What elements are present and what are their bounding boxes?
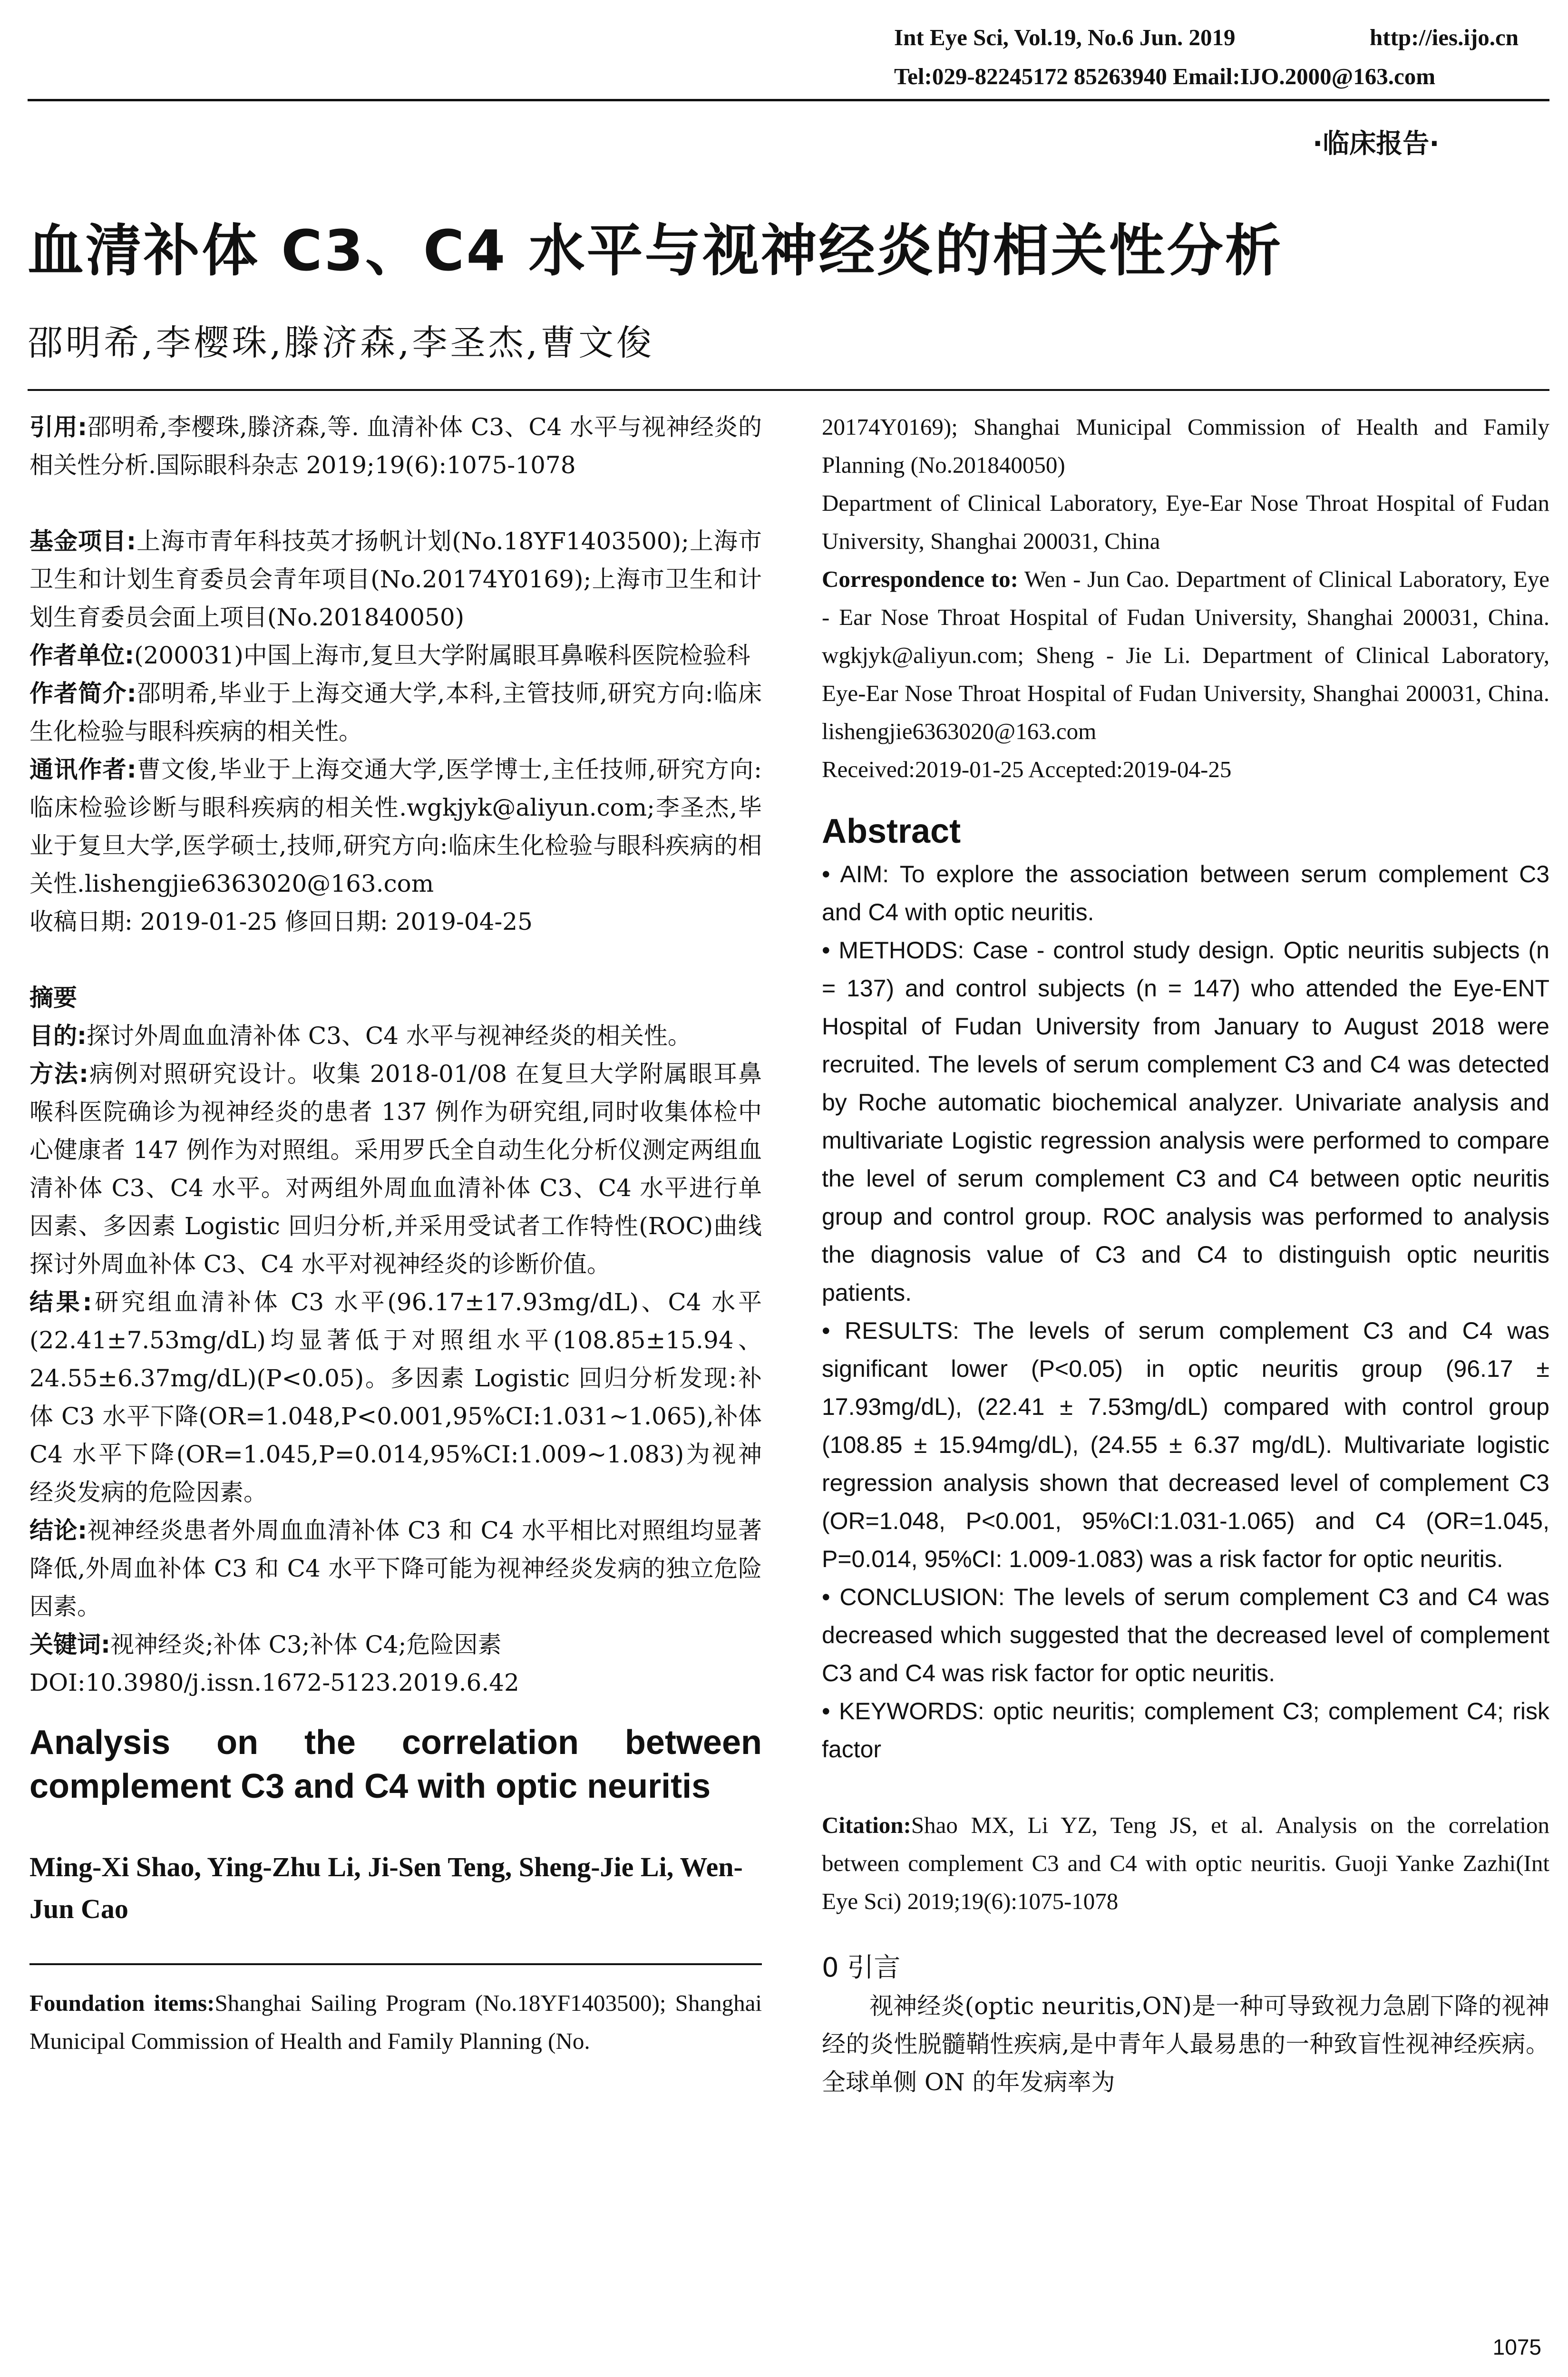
footnote-divider: [29, 1963, 762, 1965]
results-en: • RESULTS: The levels of serum complement C3 and C4 was significant lower (P<0.05) in optic neuritis group (96.17 ± 17.93mg/dL), (22.41 ± 7.53mg/dL) compared with control group (108.85 ± 15.94mg/dL), (24.55 ± 6.37 mg/dL). Multivariate logistic regression analysis shown that decreased level of complement C3 (OR=1.048, P<0.001, 95%CI:1.031-1.065) and C4 (OR=1.045, P=0.014, 95%CI: 1.009-1.083) was a risk factor for optic neuritis.: [822, 1317, 1549, 1572]
keywords-en: • KEYWORDS: optic neuritis; complement C3; complement C4; risk factor: [822, 1698, 1549, 1763]
abstract-heading: Abstract: [822, 812, 961, 850]
article-title: 血清补体 C3、C4 水平与视神经炎的相关性分析: [28, 218, 1283, 283]
section-label: ·临床报告·: [1313, 128, 1440, 159]
right-column: [822, 408, 1549, 2101]
dates-en: Received:2019-01-25 Accepted:2019-04-25: [822, 756, 1232, 782]
title-divider: [28, 389, 1549, 391]
conclusion-cn: 结论:视神经炎患者外周血血清补体 C3 和 C4 水平相比对照组均显著降低,外周血补体 C3 和 C4 水平下降可能为视神经炎发病的独立危险因素。: [29, 1517, 762, 1620]
citation-cn: 引用:邵明希,李樱珠,滕济森,等. 血清补体 C3、C4 水平与视神经炎的相关性分析.国际眼科杂志 2019;19(6):1075-1078: [29, 413, 762, 479]
left-column: [29, 408, 762, 2060]
corresponding-cn: 通讯作者:曹文俊,毕业于上海交通大学,医学博士,主任技师,研究方向:临床检验诊断与眼科疾病的相关性.wgkjyk@aliyun.com;李圣杰,毕业于复旦大学,医学硕士,技师,研究方向:临床生化检验与眼科疾病的相关性.lishengjie6363020@163.com: [29, 756, 762, 897]
journal-info: Int Eye Sci, Vol.19, No.6 Jun. 2019: [894, 24, 1236, 50]
author-bio-cn: 作者简介:邵明希,毕业于上海交通大学,本科,主管技师,研究方向:临床生化检验与眼科疾病的相关性。: [29, 680, 762, 745]
abstract-heading-cn: 摘要: [29, 984, 77, 1012]
conclusion-en: • CONCLUSION: The levels of serum complement C3 and C4 was decreased which suggested that the decreased level of complement C3 and C4 was risk factor for optic neuritis.: [822, 1584, 1549, 1686]
department-en: Department of Clinical Laboratory, Eye-Ear Nose Throat Hospital of Fudan University, Shanghai 200031, China: [822, 490, 1549, 554]
foundation-en: Foundation items:Shanghai Sailing Program (No.18YF1403500); Shanghai Municipal Commission of Health and Family Planning (No.: [29, 1990, 762, 2054]
correspondence-en: Correspondence to: Wen - Jun Cao. Department of Clinical Laboratory, Eye - Ear Nose Throat Hospital of Fudan University, Shanghai 200031, China. wgkjyk@aliyun.com; Sheng - Jie Li. Department of Clinical Laboratory, Eye-Ear Nose Throat Hospital of Fudan University, Shanghai 200031, China. lishengjie6363020@163.com: [822, 566, 1550, 744]
english-authors: Ming-Xi Shao, Ying-Zhu Li, Ji-Sen Teng, Sheng-Jie Li, Wen-Jun Cao: [29, 1851, 743, 1924]
english-title: Analysis on the correlation between complement C3 and C4 with optic neuritis: [29, 1724, 762, 1805]
fund-cn: 基金项目:上海市青年科技英才扬帆计划(No.18YF1403500);上海市卫生和计划生育委员会青年项目(No.20174Y0169);上海市卫生和计划生育委员会面上项目(No.201840050): [29, 527, 762, 631]
journal-contact: Tel:029-82245172 85263940 Email:IJO.2000@163.com: [894, 63, 1436, 89]
citation-en: Citation:Shao MX, Li YZ, Teng JS, et al. Analysis on the correlation between complement C3 and C4 with optic neuritis. Guoji Yanke Zazhi(Int Eye Sci) 2019;19(6):1075-1078: [822, 1812, 1549, 1914]
aim-cn: 目的:探讨外周血血清补体 C3、C4 水平与视神经炎的相关性。: [29, 1022, 691, 1050]
keywords-cn: 关键词:视神经炎;补体 C3;补体 C4;危险因素: [29, 1631, 502, 1658]
author-list: 邵明希,李樱珠,滕济森,李圣杰,曹文俊: [28, 322, 655, 363]
results-cn: 结果:研究组血清补体 C3 水平(96.17±17.93mg/dL)、C4 水平(22.41±7.53mg/dL)均显著低于对照组水平(108.85±15.94、24.55±6.37mg/dL)(P<0.05)。多因素 Logistic 回归分析发现:补体 C3 水平下降(OR=1.048,P<0.001,95%CI:1.031~1.065),补体 C4 水平下降(OR=1.045,P=0.014,95%CI:1.009~1.083)为视神经炎发病的危险因素。: [29, 1288, 762, 1506]
affiliation-cn: 作者单位:(200031)中国上海市,复旦大学附属眼耳鼻喉科医院检验科: [29, 642, 750, 669]
intro-text: 视神经炎(optic neuritis,ON)是一种可导致视力急剧下降的视神经的炎性脱髓鞘性疾病,是中青年人最易患的一种致盲性视神经疾病。全球单侧 ON 的年发病率为: [822, 1992, 1549, 2096]
dates-cn: 收稿日期: 2019-01-25 修回日期: 2019-04-25: [29, 908, 533, 935]
doi[interactable]: DOI:10.3980/j.issn.1672-5123.2019.6.42: [29, 1669, 519, 1696]
intro-heading: 0 引言: [822, 1952, 901, 1983]
journal-url[interactable]: http://ies.ijo.cn: [1370, 24, 1519, 50]
page-number: 1075: [1492, 2335, 1541, 2359]
methods-cn: 方法:病例对照研究设计。收集 2018-01/08 在复旦大学附属眼耳鼻喉科医院确诊为视神经炎的患者 137 例作为研究组,同时收集体检中心健康者 147 例作为对照组。采用罗氏全自动生化分析仪测定两组血清补体 C3、C4 水平。对两组外周血血清补体 C3、C4 水平进行单因素、多因素 Logistic 回归分析,并采用受试者工作特性(ROC)曲线探讨外周血补体 C3、C4 水平对视神经炎的诊断价值。: [29, 1060, 762, 1278]
journal-header: [894, 24, 1519, 51]
foundation-en-cont: 20174Y0169); Shanghai Municipal Commission of Health and Family Planning (No.201840050): [822, 414, 1549, 478]
header-divider: [28, 99, 1549, 101]
aim-en: • AIM: To explore the association between serum complement C3 and C4 with optic neuritis.: [822, 861, 1549, 925]
methods-en: • METHODS: Case - control study design. Optic neuritis subjects (n = 137) and control subjects (n = 147) who attended the Eye-ENT Hospital of Fudan University from January to August 2018 were recruited. The levels of serum complement C3 and C4 was detected by Roche automatic biochemical analyzer. Univariate analysis and multivariate Logistic regression analysis were performed to compare the level of serum complement C3 and C4 between optic neuritis group and control group. ROC analysis was performed to analysis the diagnosis value of C3 and C4 to distinguish optic neuritis patients.: [822, 937, 1549, 1306]
